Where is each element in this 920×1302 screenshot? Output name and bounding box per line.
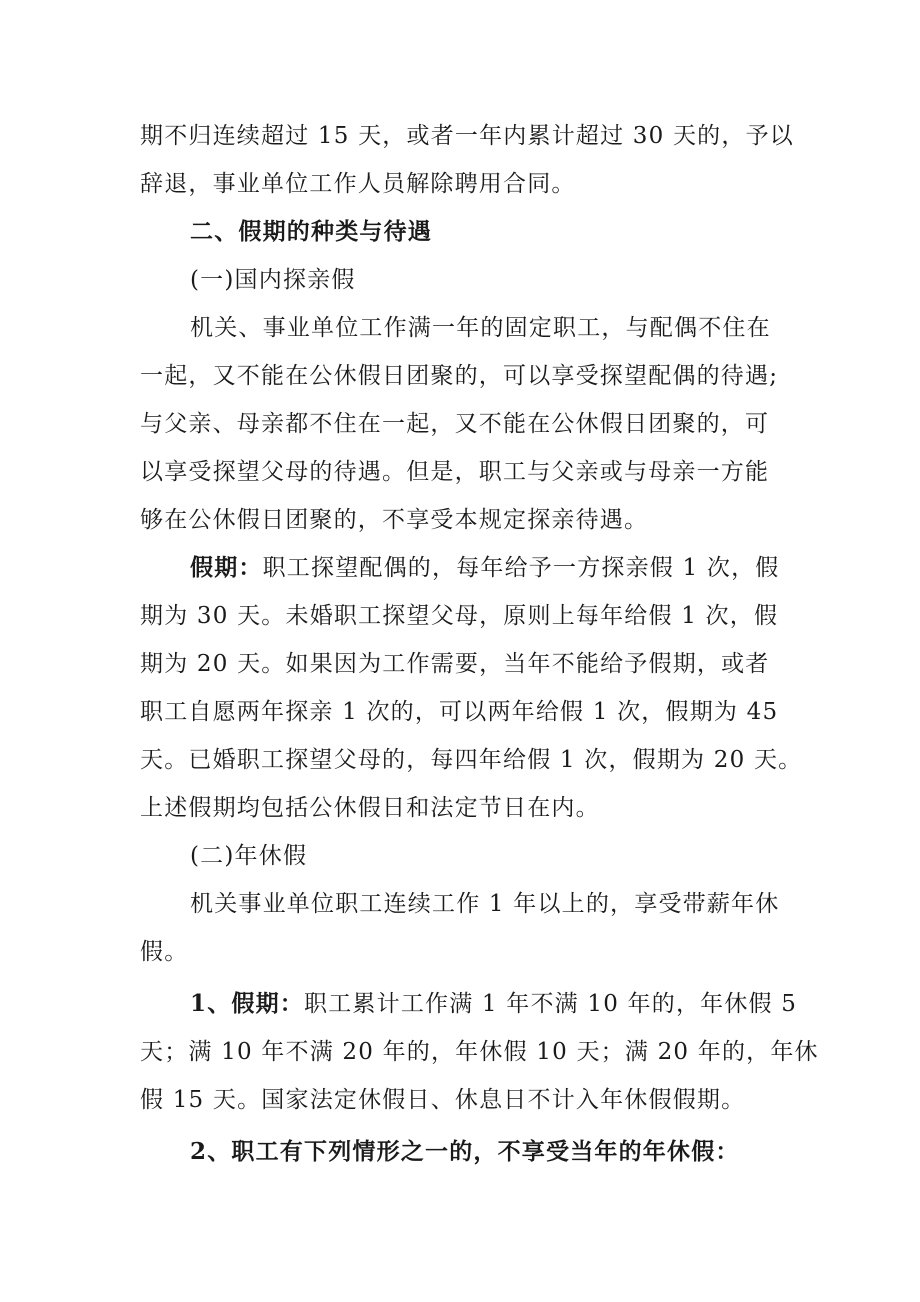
- home-leave-label: 假期：: [190, 554, 263, 581]
- paragraph-line-with-label: [190, 984, 798, 1024]
- paragraph-line: 以享受探望父母的待遇。但是，职工与父亲或与母亲一方能: [140, 459, 770, 485]
- paragraph-text: 职工累计工作满 1 年不满 10 年的，年休假 5: [304, 991, 798, 1017]
- subsection-heading: (一)国内探亲假: [190, 267, 356, 293]
- paragraph-line: 够在公休假日团聚的，不享受本规定探亲待遇。: [140, 507, 649, 533]
- paragraph-line: 机关、事业单位工作满一年的固定职工，与配偶不住在: [190, 315, 771, 341]
- paragraph-line-with-label: [190, 548, 790, 588]
- paragraph-line: 假。: [140, 939, 189, 965]
- paragraph-line: 期不归连续超过 15 天，或者一年内累计超过 30 天的，予以: [140, 123, 794, 149]
- paragraph-line: 2、职工有下列情形之一的，不享受当年的年休假：: [190, 1138, 740, 1165]
- annual-leave-label: 1、假期：: [190, 990, 305, 1017]
- paragraph-line: 上述假期均包括公休假日和法定节日在内。: [140, 795, 600, 821]
- paragraph-line: 期为 20 天。如果因为工作需要，当年不能给予假期，或者: [140, 651, 770, 677]
- paragraph-line: 天。已婚职工探望父母的，每四年给假 1 次，假期为 20 天。: [140, 747, 803, 773]
- paragraph-line: 职工自愿两年探亲 1 次的，可以两年给假 1 次，假期为 45: [140, 699, 779, 725]
- subsection-heading: (二)年休假: [190, 843, 308, 869]
- paragraph-line: 假 15 天。国家法定休假日、休息日不计入年休假假期。: [140, 1087, 746, 1113]
- section-heading: 二、假期的种类与待遇: [190, 218, 432, 245]
- paragraph-line: 期为 30 天。未婚职工探望父母，原则上每年给假 1 次，假: [140, 603, 779, 629]
- paragraph-text: 职工探望配偶的，每年给予一方探亲假 1 次，假: [262, 555, 780, 581]
- paragraph-line: 一起，又不能在公休假日团聚的，可以享受探望配偶的待遇;: [140, 363, 779, 389]
- paragraph-line: 天；满 10 年不满 20 年的，年休假 10 天；满 20 年的，年休: [140, 1039, 819, 1065]
- paragraph-line: 机关事业单位职工连续工作 1 年以上的，享受带薪年休: [190, 891, 780, 917]
- paragraph-line: 辞退，事业单位工作人员解除聘用合同。: [140, 171, 576, 197]
- paragraph-line: 与父亲、母亲都不住在一起，又不能在公休假日团聚的，可: [140, 411, 770, 437]
